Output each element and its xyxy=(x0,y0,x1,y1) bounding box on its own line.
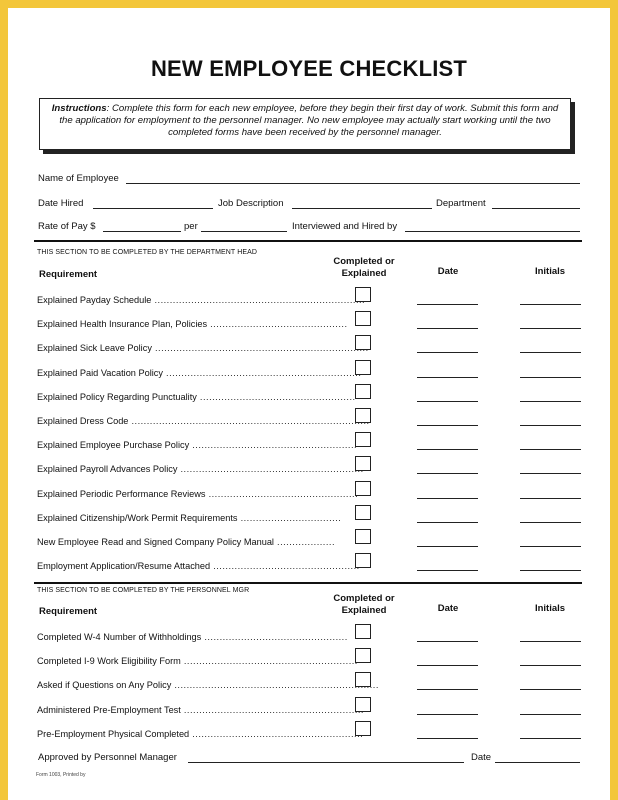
section2-date-field[interactable] xyxy=(417,665,478,666)
section1-leader-dots: ............................................. xyxy=(207,319,348,330)
section1-initials-field[interactable] xyxy=(520,546,581,547)
approved-by-signature-field[interactable] xyxy=(188,762,464,763)
section1-date-field[interactable] xyxy=(417,449,478,450)
section1-requirement-text: Explained Dress Code xyxy=(37,416,129,426)
section1-leader-dots: ................................. xyxy=(237,512,342,523)
section1-date-field[interactable] xyxy=(417,425,478,426)
section2-requirement-text: Completed W-4 Number of Withholdings xyxy=(37,632,202,642)
section1-completed-checkbox[interactable] xyxy=(355,529,371,544)
department-field[interactable] xyxy=(492,208,580,209)
section1-completed-checkbox[interactable] xyxy=(355,432,371,447)
section2-requirement-text: Administered Pre-Employment Test xyxy=(37,704,181,715)
section1-completed-header-line1: Completed or xyxy=(333,256,395,267)
section1-row-label xyxy=(37,561,360,572)
section1-row-label xyxy=(37,488,359,499)
interviewed-by-label: Interviewed and Hired by xyxy=(292,221,398,232)
date-hired-field[interactable] xyxy=(93,208,213,209)
section2-row-label xyxy=(37,680,379,691)
per-field[interactable] xyxy=(201,231,287,232)
instructions-text: : Complete this form for each new employee, before they begin their first day of work. Submit this form and the application for employment to the personnel manager. No new employee may actually start working until the two completed forms have been received by the personnel manager. xyxy=(59,103,559,138)
section1-initials-field[interactable] xyxy=(520,498,581,499)
approval-date-field[interactable] xyxy=(495,762,580,763)
section1-date-field[interactable] xyxy=(417,352,478,353)
section1-completed-checkbox[interactable] xyxy=(355,505,371,520)
section2-requirement-text: Asked if Questions on Any Policy xyxy=(37,680,172,691)
section1-date-field[interactable] xyxy=(417,498,478,499)
rate-of-pay-field[interactable] xyxy=(103,231,181,232)
section1-initials-field[interactable] xyxy=(520,522,581,523)
job-description-field[interactable] xyxy=(292,208,432,209)
section2-completed-header-line2: Explained xyxy=(341,605,387,616)
section1-row-label xyxy=(37,295,366,305)
section2-leader-dots: ......................................................... xyxy=(180,656,358,667)
section1-date-field[interactable] xyxy=(417,401,478,402)
section1-requirement-text: Explained Employee Purchase Policy xyxy=(37,440,190,451)
section1-leader-dots: ............................................................ xyxy=(177,464,364,475)
section2-completed-checkbox[interactable] xyxy=(355,672,371,687)
section2-completed-header xyxy=(324,593,404,617)
section2-leader-dots: ................................................................... xyxy=(171,680,379,691)
section1-date-header: Date xyxy=(437,266,459,277)
section2-completed-checkbox[interactable] xyxy=(355,697,371,712)
section1-completed-checkbox[interactable] xyxy=(355,287,371,302)
section1-leader-dots: ..................................................................... xyxy=(151,295,366,305)
section1-divider xyxy=(34,240,582,242)
section1-requirement-text: Explained Health Insurance Plan, Policies xyxy=(37,319,208,330)
section2-date-field[interactable] xyxy=(417,738,478,739)
approval-date-label: Date xyxy=(471,752,492,763)
section1-completed-checkbox[interactable] xyxy=(355,456,371,471)
section1-initials-field[interactable] xyxy=(520,425,581,426)
section1-completed-checkbox[interactable] xyxy=(355,360,371,375)
instructions-label: Instructions xyxy=(51,103,107,114)
section1-completed-checkbox[interactable] xyxy=(355,384,371,399)
section1-completed-checkbox[interactable] xyxy=(355,335,371,350)
section1-date-field[interactable] xyxy=(417,546,478,547)
section2-leader-dots: ........................................................ xyxy=(189,728,364,739)
form-number: Form 1003, Printed by xyxy=(36,772,86,778)
section2-date-field[interactable] xyxy=(417,641,478,642)
section1-completed-checkbox[interactable] xyxy=(355,311,371,326)
job-description-label: Job Description xyxy=(218,198,284,209)
section2-requirement-text: Pre-Employment Physical Completed xyxy=(37,728,190,739)
section1-leader-dots: ................................................. xyxy=(205,488,359,499)
section1-date-field[interactable] xyxy=(417,522,478,523)
section2-initials-field[interactable] xyxy=(520,665,581,666)
section2-heading: THIS SECTION TO BE COMPLETED BY THE PERSONNEL MGR xyxy=(37,587,250,594)
section1-row-label xyxy=(37,416,370,426)
section1-completed-checkbox[interactable] xyxy=(355,408,371,423)
section1-leader-dots: ................................................................ xyxy=(162,367,362,378)
section2-row-label xyxy=(37,728,364,739)
section2-leader-dots: ............................................... xyxy=(201,632,348,642)
section1-leader-dots: ................................................... xyxy=(196,391,356,402)
section2-divider xyxy=(34,582,582,584)
section1-requirement-text: Explained Citizenship/Work Permit Requirements xyxy=(37,512,238,523)
section1-row-label xyxy=(37,343,369,354)
section1-completed-header xyxy=(324,256,404,280)
section1-initials-field[interactable] xyxy=(520,570,581,571)
section1-date-field[interactable] xyxy=(417,377,478,378)
section1-row-label xyxy=(37,513,352,523)
section1-leader-dots: .............................................................................. xyxy=(128,416,370,426)
checklist-page xyxy=(8,8,610,800)
section1-leader-dots: ................................................ xyxy=(210,561,360,572)
section1-initials-header: Initials xyxy=(534,266,566,277)
instructions-box xyxy=(39,98,571,150)
section1-initials-field[interactable] xyxy=(520,401,581,402)
section1-row-label xyxy=(37,440,358,451)
name-of-employee-field[interactable] xyxy=(126,183,580,184)
section2-row-label xyxy=(37,632,352,642)
section2-completed-header-line1: Completed or xyxy=(333,593,395,604)
section2-initials-header: Initials xyxy=(534,603,566,614)
section2-initials-field[interactable] xyxy=(520,738,581,739)
section2-row-label xyxy=(37,704,364,715)
section2-date-field[interactable] xyxy=(417,714,478,715)
section1-initials-field[interactable] xyxy=(520,352,581,353)
department-label: Department xyxy=(436,198,486,209)
section1-initials-field[interactable] xyxy=(520,328,581,329)
section1-requirement-text: Explained Payroll Advances Policy xyxy=(37,464,178,475)
section2-leader-dots: ........................................................... xyxy=(180,704,364,715)
section1-completed-checkbox[interactable] xyxy=(355,481,371,496)
section1-requirement-text: Explained Sick Leave Policy xyxy=(37,343,152,354)
section1-initials-field[interactable] xyxy=(520,473,581,474)
section1-completed-header-line2: Explained xyxy=(341,268,387,279)
section1-leader-dots: ...................................................... xyxy=(189,440,358,451)
section2-initials-field[interactable] xyxy=(520,689,581,690)
form-title: NEW EMPLOYEE CHECKLIST xyxy=(150,56,468,81)
section1-requirement-text: New Employee Read and Signed Company Policy Manual xyxy=(37,537,274,547)
section1-requirement-header: Requirement xyxy=(39,269,98,280)
section2-requirement-text: Completed I-9 Work Eligibility Form xyxy=(37,656,181,667)
section2-initials-field[interactable] xyxy=(520,714,581,715)
per-label: per xyxy=(184,221,198,232)
section1-requirement-text: Explained Paid Vacation Policy xyxy=(37,367,163,378)
section1-initials-field[interactable] xyxy=(520,377,581,378)
section1-row-label xyxy=(37,391,356,402)
approved-by-label: Approved by Personnel Manager xyxy=(38,752,177,763)
section1-initials-field[interactable] xyxy=(520,449,581,450)
section2-requirement-header: Requirement xyxy=(39,606,98,617)
section1-requirement-text: Explained Periodic Performance Reviews xyxy=(37,488,206,499)
section1-row-label xyxy=(37,367,362,378)
section2-date-header: Date xyxy=(437,603,459,614)
section1-initials-field[interactable] xyxy=(520,304,581,305)
section2-initials-field[interactable] xyxy=(520,641,581,642)
section1-row-label xyxy=(37,319,352,329)
section1-leader-dots: ...................................................................... xyxy=(151,343,369,354)
rate-of-pay-label: Rate of Pay $ xyxy=(38,221,96,232)
section2-date-field[interactable] xyxy=(417,689,478,690)
section1-date-field[interactable] xyxy=(417,328,478,329)
section1-requirement-text: Employment Application/Resume Attached xyxy=(37,561,211,572)
section2-completed-checkbox[interactable] xyxy=(355,624,371,639)
section1-heading: THIS SECTION TO BE COMPLETED BY THE DEPARTMENT HEAD xyxy=(37,249,258,256)
interviewed-by-field[interactable] xyxy=(405,231,580,232)
section2-row-label xyxy=(37,656,358,667)
section1-leader-dots: ................... xyxy=(273,537,336,547)
section1-row-label xyxy=(37,464,364,475)
section1-date-field[interactable] xyxy=(417,304,478,305)
date-hired-label: Date Hired xyxy=(38,198,84,209)
section1-requirement-text: Explained Policy Regarding Punctuality xyxy=(37,391,197,402)
section2-completed-checkbox[interactable] xyxy=(355,721,371,736)
section1-row-label xyxy=(37,537,352,547)
section2-completed-checkbox[interactable] xyxy=(355,648,371,663)
name-of-employee-label: Name of Employee xyxy=(38,173,119,184)
section1-requirement-text: Explained Payday Schedule xyxy=(37,295,152,305)
section1-date-field[interactable] xyxy=(417,570,478,571)
section1-completed-checkbox[interactable] xyxy=(355,553,371,568)
section1-date-field[interactable] xyxy=(417,473,478,474)
